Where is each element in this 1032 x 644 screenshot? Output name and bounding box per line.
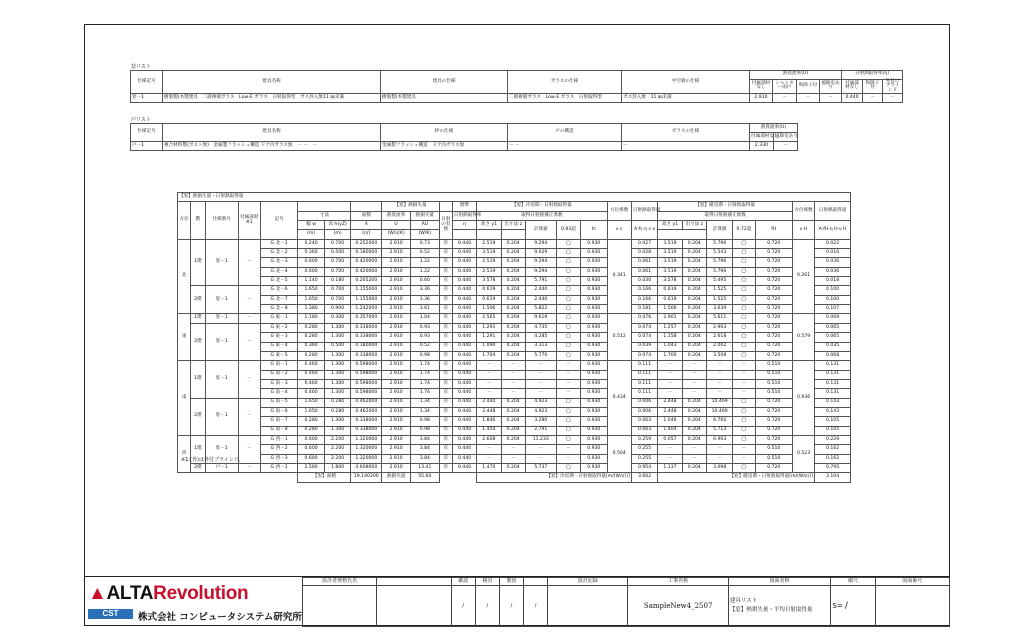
table-row: 北 1階 窓－1 － G 北－1 0.240 0.700 0.252000 2.910 0.73 有 0.440 2.519 0.204 9.294 ◯ 0.930 0.341 0.027 3.519 0.204 5.796 ◯ 0.720 0.261 0.022	[178, 239, 851, 248]
footnote: ※1:(外)は外付ブラインド。	[181, 457, 244, 463]
table-row: G 北－3 0.600 0.700 0.420000 2.910 1.22 有 0.440 2.519 0.204 9.294 ◯ 0.930 0.061 3.519 0.204 5.796 ◯ 0.720 0.036	[178, 258, 851, 267]
col-heat-rate: 熱貫流率(U)	[750, 71, 842, 80]
title-block-table: 設計者資格氏名 確認 検討 製図 設計記録 工事名称 図面名称 縮尺 図面番号 / / / / SampleNew4_2507 建具リスト 【窓】熱損失量・平均日射取得量 S= /	[302, 577, 950, 627]
table-row: G 南－8 0.280 1.300 0.338000 2.910 0.98 有 0.440 1.454 0.204 2.791 ◯ 0.930 0.063 1.404 0.204 5.713 ◯ 0.720 0.105	[178, 426, 851, 435]
window-list-caption: 窓リスト	[131, 64, 151, 70]
col-s-shoji: 和障子付	[863, 79, 883, 94]
company-logo	[84, 577, 303, 627]
table-row: G 北－7 1.650 0.700 1.155000 2.910 3.36 有 0.440 0.619 0.204 2.440 ◯ 0.930 0.166 0.619 0.204 1.525 ◯ 0.720 0.100	[178, 295, 851, 304]
table-row: G 東－5 0.280 1.300 0.338000 2.910 0.98 有 0.440 1.704 0.204 5.770 ◯ 0.930 0.074 1.700 0.204 3.508 ◯ 0.720 0.068	[178, 351, 851, 360]
door-list-caption: 戸リスト	[131, 117, 151, 123]
col-code: 仕様記号	[131, 71, 163, 94]
alta-triangle-icon: ▲	[88, 583, 107, 604]
table-row: G 西－2 0.600 2.200 1.320000 2.910 3.84 有 0.440 － － － － 0.930 0.255 － － － － 0.510 0.162	[178, 445, 851, 454]
table-row: 東 1階 窓－1 － G 東－1 1.180 0.300 0.357000 2.910 1.04 有 0.440 2.565 0.204 9.619 ◯ 0.930 0.512 0.076 2.901 0.204 5.611 ◯ 0.720 0.579 0.069	[178, 314, 851, 323]
table-row: G 南－2 0.460 1.300 0.598000 2.910 1.74 有 0.440 － － － － 0.930 0.111 － － － － 0.510 0.131	[178, 370, 851, 379]
logo-main-text: ALTA	[106, 583, 154, 604]
table-row: 2階 戸－1 － G 西－1 2.560 1.800 4.608000 2.910 13.41 有 0.440 1.470 0.204 5.737 ◯ 0.930 0.954 1.137 0.204 3.098 ◯ 0.720 0.795	[178, 463, 851, 472]
main-table-caption: 【窓】熱損失量・日射熱取得量	[178, 193, 851, 202]
table-row: G 東－4 0.360 0.500 0.180000 2.910 0.52 有 0.440 1.090 0.204 3.313 ◯ 0.930 0.039 1.043 0.204 2.002 ◯ 0.720 0.035	[178, 342, 851, 351]
col-h-shutter: シャッター雨戸	[773, 79, 797, 94]
table-footer-row: 【窓】面積 19.140200 熱損失量 55.60 【窓】冷房期・日射熱取得量[m/(W/㎡)] 3.662 【窓】暖房期・日射熱取得量[m/(W/㎡)] 3.104	[178, 473, 851, 482]
table-row: G 西－3 0.600 2.200 1.320000 2.910 3.84 有 0.440 － － － － 0.930 0.255 － － － － 0.510 0.162	[178, 454, 851, 463]
scale-value: S=	[832, 601, 843, 610]
project-name: SampleNew4_2507	[628, 586, 728, 627]
table-row: 南 1階 窓－1 － G 南－1 0.460 1.300 0.598000 2.910 1.74 有 0.440 － － － － 0.930 0.434 0.111 － － － － 0.510 0.936 0.131	[178, 361, 851, 370]
table-row: 西 1階 窓－1 － G 西－1 0.600 2.200 1.320000 2.910 3.84 有 0.440 2.608 0.204 11.233 ◯ 0.930 0.504 0.259 0.057 0.204 6.903 ◯ 0.720 0.523 0.229	[178, 435, 851, 444]
col-middle: 中空層の仕様	[622, 71, 750, 94]
title-block	[84, 576, 950, 627]
heat-loss-table: 【窓】熱損失量・日射熱取得量 方位 階 仕様番号 付属部材※1 記号 【窓】熱損失量 標準 【窓】冷房期・日射熱取得量 方位係数 日射熱取得量 【窓】暖房期・日射熱取得量 方位係数 日射熱取得量 寸法 面積 熱貫流率 熱損失量 日射の有無 日射熱取得率 取得日射熱補正係数 取得日射熱補正係数 幅 w 高 h(yZ) A U AU η 高さ y1 出寸法 z 計算値 0.93超 fc ν c A·fc·η c·ν 高さ y1 出寸法 z 計算値 0.72超 fH ν H A·fH·η H·ν H (m) (m) (㎡) (W/㎡K) (W/K) 北 1階 窓－1 － G 北－1 0.240 0.700 0.252000 2.910 0.73 有 0.440 2.519 0.204 9.294 ◯ 0.930 0.341 0.027 3.519 0.204 5.796 ◯ 0.720 0.261 0.022 G 北－2 0.360 0.500 0.180000 2.910 0.52 有 0.440 3.519 0.204 9.029 ◯ 0.930 0.028 3.519 0.204 5.543 ◯ 0.720 0.016 G 北－3 0.600 0.700 0.420000 2.910 1.22 有 0.440 2.519 0.204 9.294 ◯ 0.930 0.061 3.519 0.204 5.796 ◯ 0.720 0.036 G 北－4 0.600 0.700 0.420000 2.910 1.22 有 0.440 2.519 0.204 9.294 ◯ 0.930 0.061 3.519 0.204 5.796 ◯ 0.720 0.036 G 北－5 1.140 0.180 0.205200 2.910 0.60 有 0.440 3.578 0.204 5.791 ◯ 0.930 0.030 3.578 0.204 5.495 ◯ 0.720 0.018 2階 窓－1 － G 北－6 1.650 0.700 1.155000 2.910 3.36 有 0.440 0.619 0.204 2.440 ◯ 0.930 0.166 0.619 0.204 1.525 ◯ 0.720 0.100 G 北－7 1.650 0.700 1.155000 2.910 3.36 有 0.440 0.619 0.204 2.440 ◯ 0.930 0.166 0.619 0.204 1.525 ◯ 0.720 0.100 G 北－8 1.380 0.900 1.242000 2.910 3.61 有 0.440 1.506 0.204 5.822 ◯ 0.930 0.181 1.506 0.204 3.639 ◯ 0.720 0.107 東 1階 窓－1 － G 東－1 1.180 0.300 0.357000 2.910 1.04 有 0.440 2.565 0.204 9.619 ◯ 0.930 0.512 0.076 2.901 0.204 5.611 ◯ 0.720 0.579 0.069 2階 窓－1 － G 東－2 0.280 1.300 0.338000 2.910 0.93 有 0.440 1.291 0.204 4.735 ◯ 0.930 0.074 1.257 0.204 2.903 ◯ 0.720 0.065 G 東－3 0.280 1.300 0.338000 2.910 0.93 有 0.440 1.291 0.204 4.285 ◯ 0.930 0.074 1.158 0.204 2.618 ◯ 0.720 0.065 G 東－4 0.360 0.500 0.180000 2.910 0.52 有 0.440 1.090 0.204 3.313 ◯ 0.930 0.039 1.043 0.204 2.002 ◯ 0.720 0.035 G 東－5 0.280 1.300 0.338000 2.910 0.98 有 0.440 1.704 0.204 5.770 ◯ 0.930 0.074 1.700 0.204 3.508 ◯ 0.720 0.068 南 1階 窓－1 － G 南－1 0.460 1.300 0.598000 2.910 1.74 有 0.440 － － － － 0.930 0.434 0.111 － － － － 0.510 0.936 0.131 G 南－2 0.460 1.300 0.598000 2.910 1.74 有 0.440 － － － － 0.930 0.111 － － － － 0.510 0.131 G 南－3 0.460 1.300 0.598000 2.910 1.74 有 0.440 － － － － 0.930 0.111 － － － － 0.510 0.131 G 南－4 0.460 1.300 0.598000 2.910 1.74 有 0.440 － － － － 0.930 0.111 － － － － 0.510 0.131 2階 窓－1 － G 南－5 1.650 0.280 0.462000 2.910 1.34 有 0.440 2.440 0.204 4.923 ◯ 0.930 0.006 2.448 0.204 10.469 ◯ 0.720 0.143 G 南－6 1.650 0.280 0.462000 2.910 1.34 有 0.440 2.448 0.204 4.923 ◯ 0.930 0.006 2.448 0.204 10.469 ◯ 0.720 0.143 G 南－7 0.280 1.300 0.338000 2.910 0.98 有 0.440 1.846 0.204 3.280 ◯ 0.930 0.063 1.046 0.204 6.760 ◯ 0.720 0.105 G 南－8 0.280 1.300 0.338000 2.910 0.98 有 0.440 1.454 0.204 2.791 ◯ 0.930 0.063 1.404 0.204 5.713 ◯ 0.720 0.105 西 1階 窓－1 － G 西－1 0.600 2.200 1.320000 2.910 3.84 有 0.440 2.608 0.204 11.233 ◯ 0.930 0.504 0.259 0.057 0.204 6.903 ◯ 0.720 0.523 0.229 G 西－2 0.600 2.200 1.320000 2.910 3.84 有 0.440 － － － － 0.930 0.255 － － － － 0.510 0.162 G 西－3 0.600 2.200 1.320000 2.910 3.84 有 0.440 － － － － 0.930 0.255 － － － － 0.510 0.162 2階 戸－1 － G 西－1 2.560 1.800 4.608000 2.910 13.41 有 0.440 1.470 0.204 5.737 ◯ 0.930 0.954 1.137 0.204 3.098 ◯ 0.720 0.795 【窓】面積 19.140200 熱損失量 55.60 【窓】冷房期・日射熱取得量[m/(W/㎡)] 3.662 【窓】暖房期・日射熱取得量[m/(W/㎡)] 3.104	[177, 192, 851, 483]
heat-loss-table-body	[178, 239, 851, 473]
drawing-name-1: 建具リスト	[729, 598, 758, 605]
col-h-shoji: 和障子付	[797, 79, 820, 94]
window-list-table	[130, 70, 903, 103]
table-row: G 南－7 0.280 1.300 0.338000 2.910 0.98 有 0.440 1.846 0.204 3.280 ◯ 0.930 0.063 1.046 0.204 6.760 ◯ 0.720 0.105	[178, 417, 851, 426]
table-row: G 北－2 0.360 0.500 0.180000 2.910 0.52 有 0.440 3.519 0.204 9.029 ◯ 0.930 0.028 3.519 0.204 5.543 ◯ 0.720 0.016	[178, 249, 851, 258]
table-row: G 北－8 1.380 0.900 1.242000 2.910 3.61 有 0.440 1.506 0.204 5.822 ◯ 0.930 0.181 1.506 0.204 3.639 ◯ 0.720 0.107	[178, 305, 851, 314]
table-row: G 北－5 1.140 0.180 0.205200 2.910 0.60 有 0.440 3.578 0.204 5.791 ◯ 0.930 0.030 3.578 0.204 5.495 ◯ 0.720 0.018	[178, 277, 851, 286]
table-row: G 東－3 0.280 1.300 0.338000 2.910 0.93 有 0.440 1.291 0.204 4.285 ◯ 0.930 0.074 1.158 0.204 2.618 ◯ 0.720 0.065	[178, 333, 851, 342]
col-s-none: 付属部材なし	[842, 79, 863, 94]
table-row: G 北－4 0.600 0.700 0.420000 2.910 1.22 有 0.440 2.519 0.204 9.294 ◯ 0.930 0.061 3.519 0.204 5.796 ◯ 0.720 0.036	[178, 267, 851, 276]
col-solar-rate: 日射熱取得率(η)	[842, 71, 903, 80]
door-list-table: 仕様記号 建具名称 枠の仕様 戸の構造 ガラスの仕様 熱貫流率(U) 付属部材なし 風除室あり 戸－1 複合材料製(ポスト無) 金属製フラッシュ構造 ドア内ガラス無 － － － 金属製フラッシュ構造 ドア内ガラス無 － － － 2.330 －	[130, 123, 903, 151]
col-h-wind: 風除室あり	[820, 79, 842, 94]
table-row: 2階 窓－1 － G 北－6 1.650 0.700 1.155000 2.910 3.36 有 0.440 0.619 0.204 2.440 ◯ 0.930 0.166 0.619 0.204 1.525 ◯ 0.720 0.100	[178, 286, 851, 295]
table-row: G 南－3 0.460 1.300 0.598000 2.910 1.74 有 0.440 － － － － 0.930 0.111 － － － － 0.510 0.131	[178, 379, 851, 388]
company-name: 株式会社 コンピュータシステム研究所	[138, 612, 302, 623]
table-row: 2階 窓－1 － G 南－5 1.650 0.280 0.462000 2.910 1.34 有 0.440 2.440 0.204 4.923 ◯ 0.930 0.006 2.448 0.204 10.469 ◯ 0.720 0.143	[178, 398, 851, 407]
table-row: 戸－1 複合材料製(ポスト無) 金属製フラッシュ構造 ドア内ガラス無 － － － 金属製フラッシュ構造 ドア内ガラス無 － － － 2.330 －	[131, 142, 903, 151]
table-row: 2階 窓－1 － G 東－2 0.280 1.300 0.338000 2.910 0.93 有 0.440 1.291 0.204 4.735 ◯ 0.930 0.074 1.257 0.204 2.903 ◯ 0.720 0.065	[178, 323, 851, 332]
table-row: 窓－1 樹脂製(木製建具 二層複層ガラス Low-E ガラス 日射取得型 ガス封入無11 ㎜未満 樹脂製(木製建具 二層複層ガラス Low-E ガラス 日射取得型 ガス封入無 11 ㎜未満 2.910 － － － 0.440 － －	[131, 94, 903, 103]
drawing-name-2: 【窓】熱損失量・平均日射取得量	[729, 607, 813, 613]
table-row: G 南－6 1.650 0.280 0.462000 2.910 1.34 有 0.440 2.448 0.204 4.923 ◯ 0.930 0.006 2.448 0.204 10.469 ◯ 0.720 0.143	[178, 407, 851, 416]
col-fitting: 建具の仕様	[381, 71, 508, 94]
logo-sub-text: Revolution	[153, 583, 249, 604]
col-s-blind: 外付けブラインド	[883, 79, 903, 94]
col-name: 建具名称	[163, 71, 381, 94]
table-row: G 南－4 0.460 1.300 0.598000 2.910 1.74 有 0.440 － － － － 0.930 0.111 － － － － 0.510 0.131	[178, 389, 851, 398]
cst-logo: CST	[88, 609, 133, 619]
col-h-none: 付属部材なし	[750, 79, 773, 94]
col-glass: ガラスの仕様	[508, 71, 622, 94]
